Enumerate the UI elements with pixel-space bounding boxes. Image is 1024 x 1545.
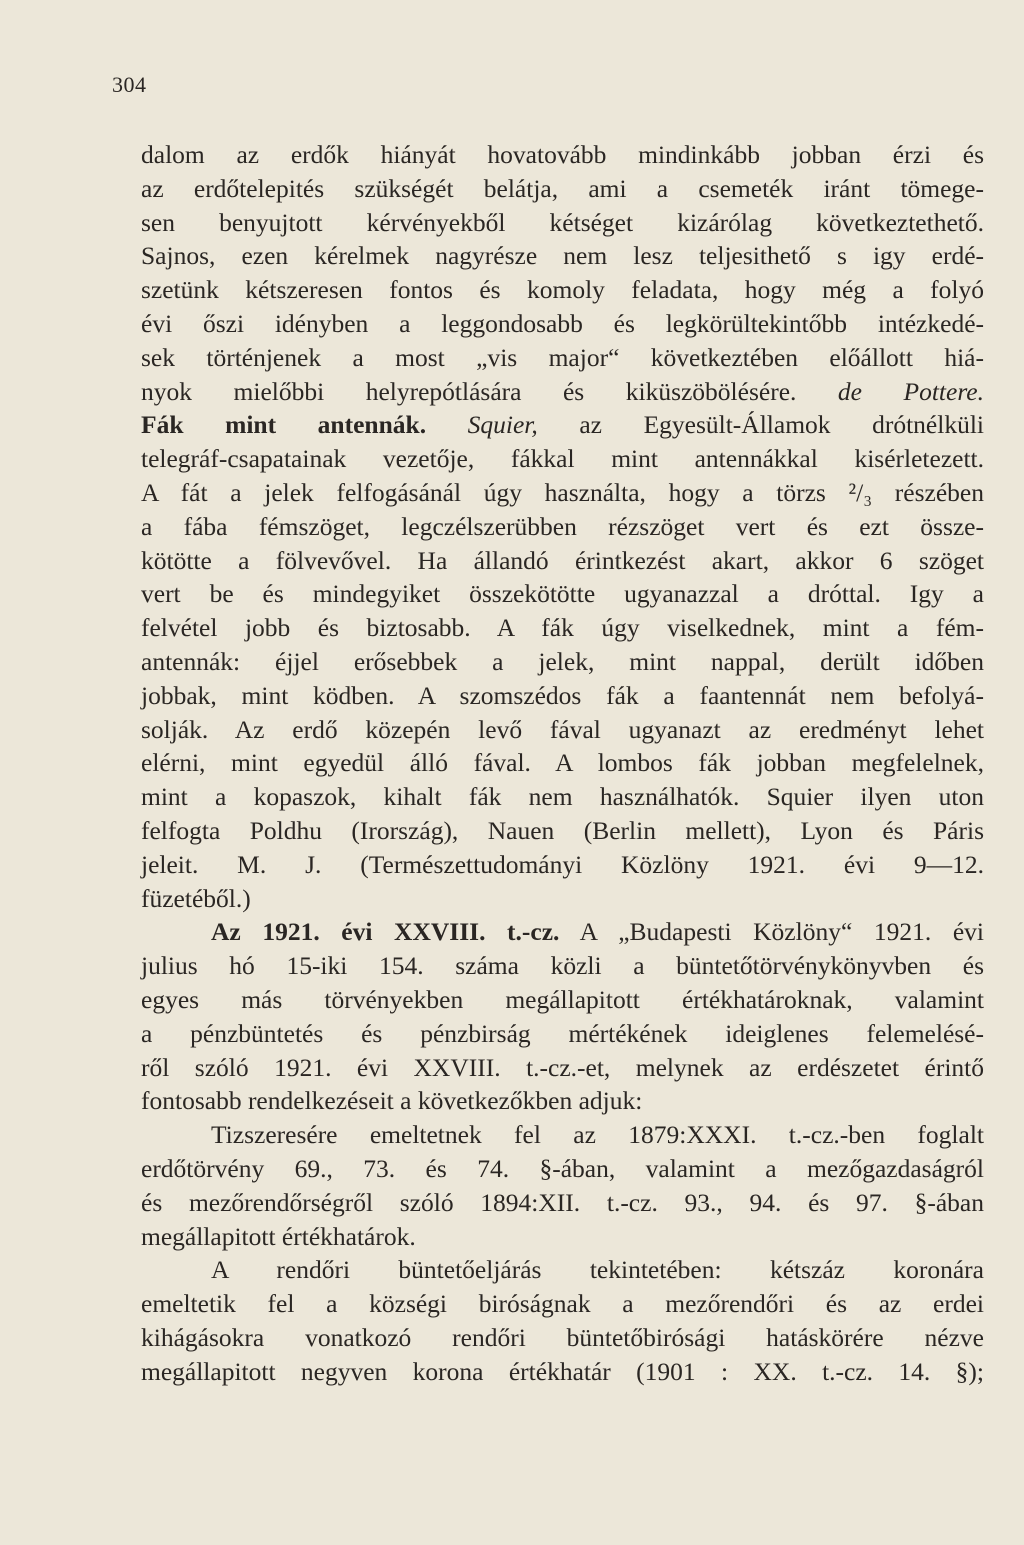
text-line: jeleit. M. J. (Természettudományi Közlöny 1921. évi 9—12.: [141, 849, 984, 879]
text-line: Sajnos, ezen kérelmek nagyrésze nem lesz teljesithető s igy erdé-: [141, 241, 984, 271]
text-line: dalom az erdők hiányát hovatovább mindinkább jobban érzi és: [141, 140, 984, 169]
text-line: Tizszeresére emeltetnek fel az 1879:XXXI. t.-cz.-ben foglalt: [211, 1120, 984, 1150]
text-fragment: A „Budapesti Közlöny“ 1921. évi: [579, 917, 984, 947]
text-line: elérni, mint egyedül álló fával. A lombos fák jobban megfelelnek,: [141, 748, 984, 778]
text-fragment: nyok mielőbbi helyrepótlására és kiküszöbölésére.: [141, 376, 797, 406]
text-line: felvétel jobb és biztosabb. A fák úgy viselkednek, mint a fém-: [141, 613, 984, 643]
text-line: ről szóló 1921. évi XXVIII. t.-cz.-et, melynek az erdészetet érintő: [141, 1052, 984, 1082]
text-line: évi őszi idényben a leggondosabb és legkörültekintőbb intézkedé-: [141, 308, 984, 338]
section-heading: Az 1921. évi XXVIII. t.-cz.: [211, 917, 560, 947]
text-line: a pénzbüntetés és pénzbirság mértékének ideiglenes felemelésé-: [141, 1018, 984, 1048]
author-signature: de Pottere.: [837, 376, 984, 406]
text-line: sek történjenek a most „vis major“ következtében előállott hiá-: [141, 342, 984, 372]
text-line: A rendőri büntetőeljárás tekintetében: kétszáz koronára: [211, 1255, 984, 1285]
text-line: [141, 375, 984, 409]
text-line: az erdőtelepités szükségét belátja, ami a csemeték iránt tömege-: [141, 173, 984, 203]
text-line: a fába fémszöget, legczélszerübben rézszöget vert és ezt össze-: [141, 511, 984, 541]
text-line: emeltetik fel a községi biróságnak a mezőrendőri és az erdei: [141, 1289, 984, 1319]
text-fragment: az Egyesült-Államok drótnélküli: [579, 410, 985, 440]
text-line: A fát a jelek felfogásánál úgy használta, hogy a törzs ²/₃ részében: [141, 477, 984, 507]
text-line: megállapitott értékhatárok.: [141, 1221, 416, 1251]
text-line: sen benyujtott kérvényekből kétséget kizárólag következtethető.: [141, 207, 984, 237]
text-line: vert be és mindegyiket összekötötte ugyanazzal a dróttal. Igy a: [141, 579, 984, 609]
text-line: [141, 408, 984, 442]
text-line: füzetéből.): [141, 883, 251, 913]
text-line: felfogta Poldhu (Irország), Nauen (Berlin mellett), Lyon és Páris: [141, 815, 984, 845]
page-number: 304: [112, 72, 147, 97]
text-line: solják. Az erdő közepén levő fával ugyanazt az eredményt lehet: [141, 714, 984, 744]
text-block: [141, 138, 984, 1388]
text-line: megállapitott negyven korona értékhatár (1901 : XX. t.-cz. 14. §);: [141, 1356, 984, 1386]
person-name: Squier,: [467, 410, 538, 440]
text-line: [141, 915, 984, 949]
text-line: és mezőrendőrségről szóló 1894:XII. t.-cz. 93., 94. és 97. §-ában: [141, 1187, 984, 1217]
text-line: kihágásokra vonatkozó rendőri büntetőbirósági hatáskörére nézve: [141, 1322, 984, 1352]
text-line: telegráf-csapatainak vezetője, fákkal mint antennákkal kisérletezett.: [141, 444, 984, 474]
text-line: erdőtörvény 69., 73. és 74. §-ában, valamint a mezőgazdaságról: [141, 1153, 984, 1183]
text-line: kötötte a fölvevővel. Ha állandó érintkezést akart, akkor 6 szöget: [141, 545, 984, 575]
text-line: fontosabb rendelkezéseit a következőkben adjuk:: [141, 1086, 643, 1116]
section-heading: Fák mint antennák.: [141, 410, 427, 440]
text-line: julius hó 15-iki 154. száma közli a büntetőtörvénykönyvben és: [141, 951, 984, 981]
text-line: szetünk kétszeresen fontos és komoly feladata, hogy még a folyó: [141, 275, 984, 305]
text-line: egyes más törvényekben megállapitott értékhatároknak, valamint: [141, 984, 984, 1014]
text-line: mint a kopaszok, kihalt fák nem használhatók. Squier ilyen uton: [141, 782, 984, 812]
text-line: jobbak, mint ködben. A szomszédos fák a faantennát nem befolyá-: [141, 680, 984, 710]
text-line: antennák: éjjel erősebbek a jelek, mint nappal, derült időben: [141, 646, 984, 676]
